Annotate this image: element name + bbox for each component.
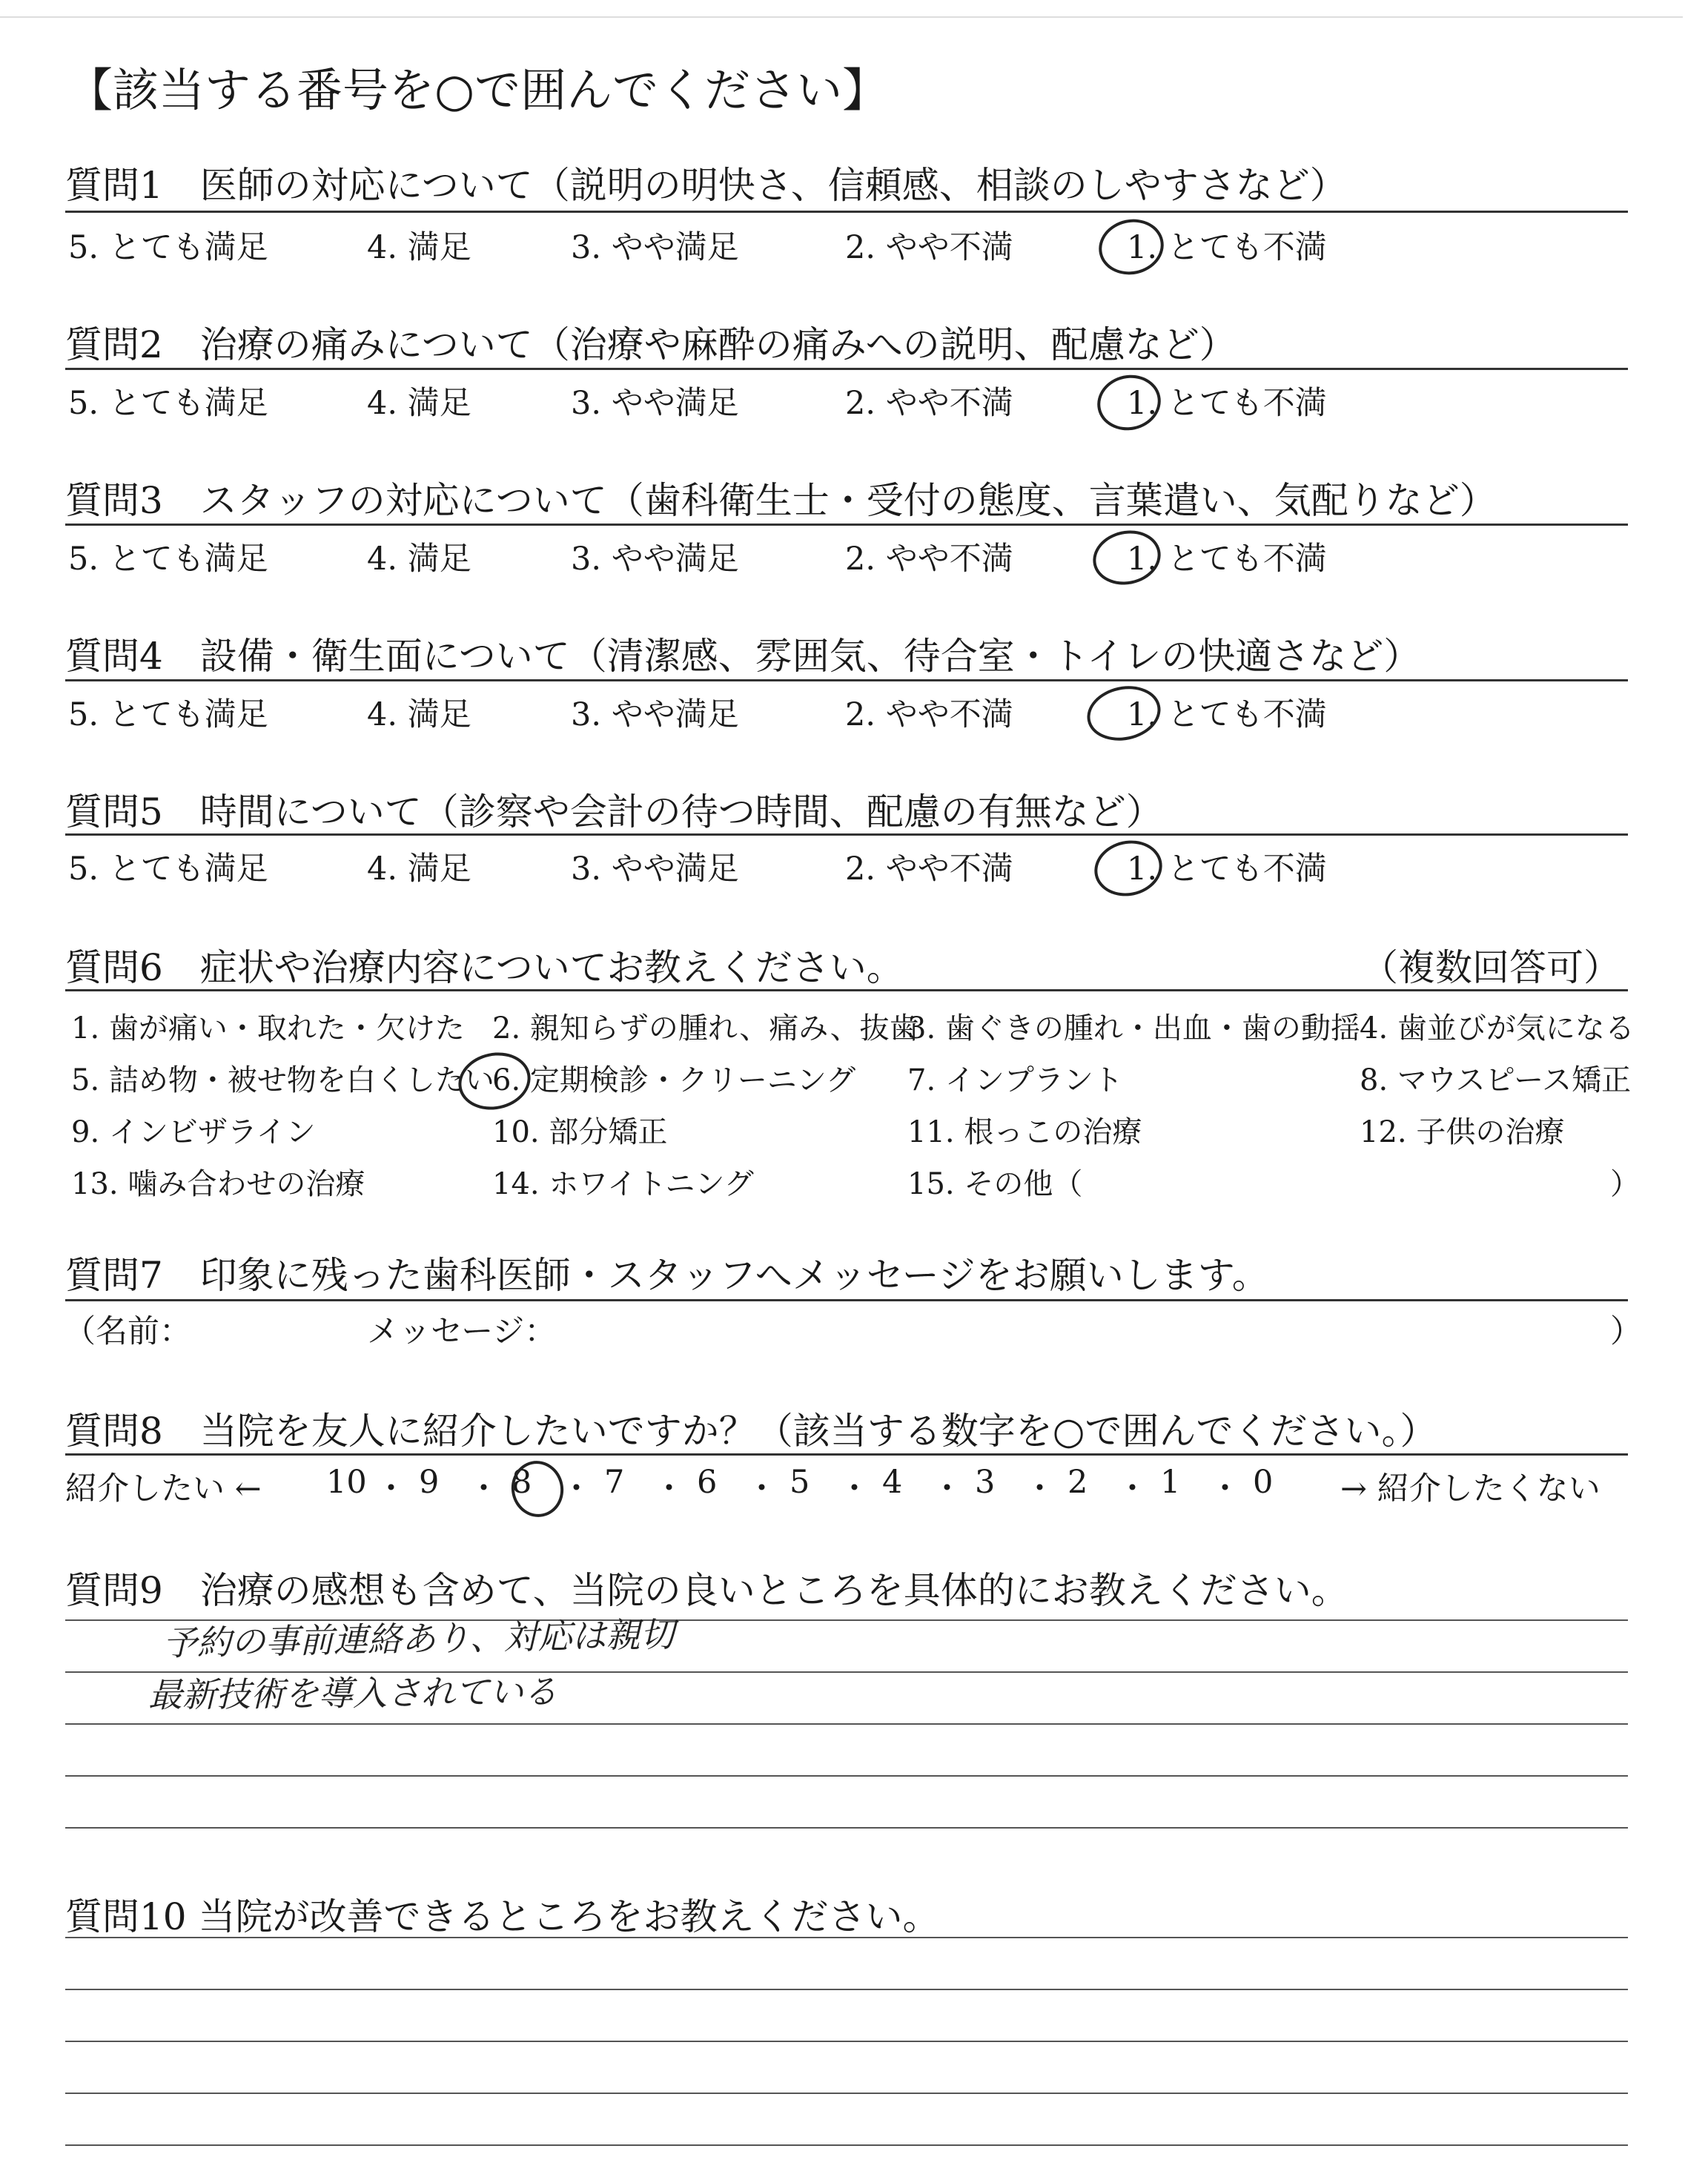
q6-option-3[interactable]: 3. 歯ぐきの腫れ・出血・歯の動揺 <box>907 1011 1360 1046</box>
q8-scale-separator: ・ <box>838 1470 870 1507</box>
q6-option-8[interactable]: 8. マウスピース矯正 <box>1360 1063 1632 1097</box>
q10-title: 質問10 当院が改善できるところをお教えください。 <box>65 1895 940 1938</box>
q9-title: 質問9 治療の感想も含めて、当院の良いところを具体的にお教えください。 <box>65 1569 1348 1612</box>
q8-scale-separator: ・ <box>653 1470 685 1507</box>
q9-line-5 <box>65 1827 1628 1829</box>
q4-option-5[interactable]: 5. とても満足 <box>68 696 268 733</box>
q2-option-3[interactable]: 3. やや満足 <box>571 385 739 422</box>
q4-option-4[interactable]: 4. 満足 <box>367 696 471 733</box>
q8-rule <box>65 1453 1628 1456</box>
q9-handwritten-answer <box>148 1616 1038 1728</box>
q10-line-2 <box>65 1989 1628 1990</box>
q2-option-1[interactable]: 1. とても不満 <box>1127 385 1327 422</box>
q6-option-4[interactable]: 4. 歯並びが気になる <box>1360 1011 1635 1046</box>
q8-scale-separator: ・ <box>375 1470 407 1507</box>
q6-rule <box>65 989 1628 991</box>
q1-option-1[interactable]: 1. とても不満 <box>1127 229 1327 266</box>
q6-option-10[interactable]: 10. 部分矯正 <box>492 1115 668 1149</box>
q8-scale-separator: ・ <box>1209 1470 1241 1507</box>
q8-scale-5[interactable]: 5 <box>790 1464 810 1501</box>
q8-scale-2[interactable]: 2 <box>1068 1464 1088 1501</box>
q5-rule <box>65 833 1628 836</box>
q3-option-4[interactable]: 4. 満足 <box>367 541 471 578</box>
q5-option-3[interactable]: 3. やや満足 <box>571 851 739 888</box>
q3-option-1[interactable]: 1. とても不満 <box>1127 541 1327 578</box>
q6-option-6[interactable]: 6. 定期検診・クリーニング <box>492 1063 856 1097</box>
q8-scale-separator: ・ <box>931 1470 963 1507</box>
q8-scale-0[interactable]: 0 <box>1253 1464 1274 1501</box>
q7-rule <box>65 1299 1628 1301</box>
q4-option-3[interactable]: 3. やや満足 <box>571 696 739 733</box>
q4-title: 質問4 設備・衛生面について（清潔感、雰囲気、待合室・トイレの快適さなど） <box>65 635 1421 678</box>
q6-option-5[interactable]: 5. 詰め物・被せ物を白くしたい <box>71 1063 494 1097</box>
q6-option-15[interactable]: 15. その他（ <box>907 1167 1083 1201</box>
q6-option-13[interactable]: 13. 噛み合わせの治療 <box>71 1167 365 1201</box>
q9-answer-line-1: 予約の事前連絡あり、対応は親切 <box>162 1614 675 1663</box>
q8-scale-9[interactable]: 9 <box>419 1464 440 1501</box>
q7-name-label: （名前： <box>64 1313 191 1350</box>
q7-title: 質問7 印象に残った歯科医師・スタッフへメッセージをお願いします。 <box>65 1254 1269 1297</box>
q3-title: 質問3 スタッフの対応について（歯科衛生士・受付の態度、言葉遣い、気配りなど） <box>65 479 1497 522</box>
q6-multiple-note: （複数回答可） <box>1361 946 1621 989</box>
q8-scale-1[interactable]: 1 <box>1160 1464 1181 1501</box>
q8-scale-6[interactable]: 6 <box>697 1464 718 1501</box>
q8-scale-separator: ・ <box>468 1470 500 1507</box>
q1-option-5[interactable]: 5. とても満足 <box>68 229 268 266</box>
q6-option-9[interactable]: 9. インビザライン <box>71 1115 316 1149</box>
q6-option-11[interactable]: 11. 根っこの治療 <box>907 1115 1142 1149</box>
q5-option-4[interactable]: 4. 満足 <box>367 851 471 888</box>
q8-scale-separator: ・ <box>1024 1470 1056 1507</box>
page-top-edge <box>0 16 1683 18</box>
q8-scale-4[interactable]: 4 <box>882 1464 903 1501</box>
q5-option-1[interactable]: 1. とても不満 <box>1127 851 1327 888</box>
q2-option-5[interactable]: 5. とても満足 <box>68 385 268 422</box>
q6-option-2[interactable]: 2. 親知らずの腫れ、痛み、抜歯 <box>492 1011 919 1046</box>
q3-option-2[interactable]: 2. やや不満 <box>845 541 1013 578</box>
q2-title: 質問2 治療の痛みについて（治療や麻酔の痛みへの説明、配慮など） <box>65 323 1237 366</box>
q8-scale-10[interactable]: 10 <box>326 1464 367 1501</box>
q4-option-2[interactable]: 2. やや不満 <box>845 696 1013 733</box>
q6-option-12[interactable]: 12. 子供の治療 <box>1360 1115 1565 1149</box>
q1-option-4[interactable]: 4. 満足 <box>367 229 471 266</box>
q8-title: 質問8 当院を友人に紹介したいですか？（該当する数字を○で囲んでください。） <box>65 1410 1437 1453</box>
q8-scale-separator: ・ <box>746 1470 778 1507</box>
q2-option-4[interactable]: 4. 満足 <box>367 385 471 422</box>
q3-option-3[interactable]: 3. やや満足 <box>571 541 739 578</box>
q8-left-label: 紹介したい ← <box>65 1470 262 1507</box>
q1-rule <box>65 211 1628 213</box>
q6-option-1[interactable]: 1. 歯が痛い・取れた・欠けた <box>71 1011 465 1046</box>
q8-scale-3[interactable]: 3 <box>975 1464 996 1501</box>
q5-title: 質問5 時間について（診察や会計の待つ時間、配慮の有無など） <box>65 790 1163 833</box>
q8-scale-separator: ・ <box>1116 1470 1148 1507</box>
q10-line-4 <box>65 2093 1628 2094</box>
q2-rule <box>65 368 1628 370</box>
q8-scale-separator: ・ <box>560 1470 592 1507</box>
q1-title: 質問1 医師の対応について（説明の明快さ、信頼感、相談のしやすさなど） <box>65 164 1347 207</box>
q6-title: 質問6 症状や治療内容についてお教えください。 <box>65 946 904 989</box>
q5-option-2[interactable]: 2. やや不満 <box>845 851 1013 888</box>
q9-line-4 <box>65 1775 1628 1777</box>
q6-other-close-paren: ） <box>1610 1167 1640 1201</box>
q10-line-5 <box>65 2144 1628 2146</box>
q4-option-1[interactable]: 1. とても不満 <box>1127 696 1327 733</box>
q1-option-3[interactable]: 3. やや満足 <box>571 229 739 266</box>
instruction-heading: 【該当する番号を○で囲んでください】 <box>67 63 889 117</box>
q4-rule <box>65 679 1628 681</box>
q2-option-2[interactable]: 2. やや不満 <box>845 385 1013 422</box>
q10-line-3 <box>65 2041 1628 2042</box>
q7-close-paren: ） <box>1610 1313 1642 1350</box>
q8-scale-8[interactable]: 8 <box>512 1464 532 1501</box>
q8-right-label: → 紹介したくない <box>1340 1470 1601 1507</box>
q5-option-5[interactable]: 5. とても満足 <box>68 851 268 888</box>
q1-option-2[interactable]: 2. やや不満 <box>845 229 1013 266</box>
q6-option-14[interactable]: 14. ホワイトニング <box>492 1167 754 1201</box>
q10-line-1 <box>65 1937 1628 1938</box>
q7-message-label: メッセージ： <box>367 1313 557 1350</box>
q8-scale-7[interactable]: 7 <box>604 1464 625 1501</box>
q3-rule <box>65 524 1628 526</box>
q3-option-5[interactable]: 5. とても満足 <box>68 541 268 578</box>
q6-option-7[interactable]: 7. インプラント <box>907 1063 1123 1097</box>
q9-answer-line-2: 最新技術を導入されている <box>148 1671 558 1715</box>
